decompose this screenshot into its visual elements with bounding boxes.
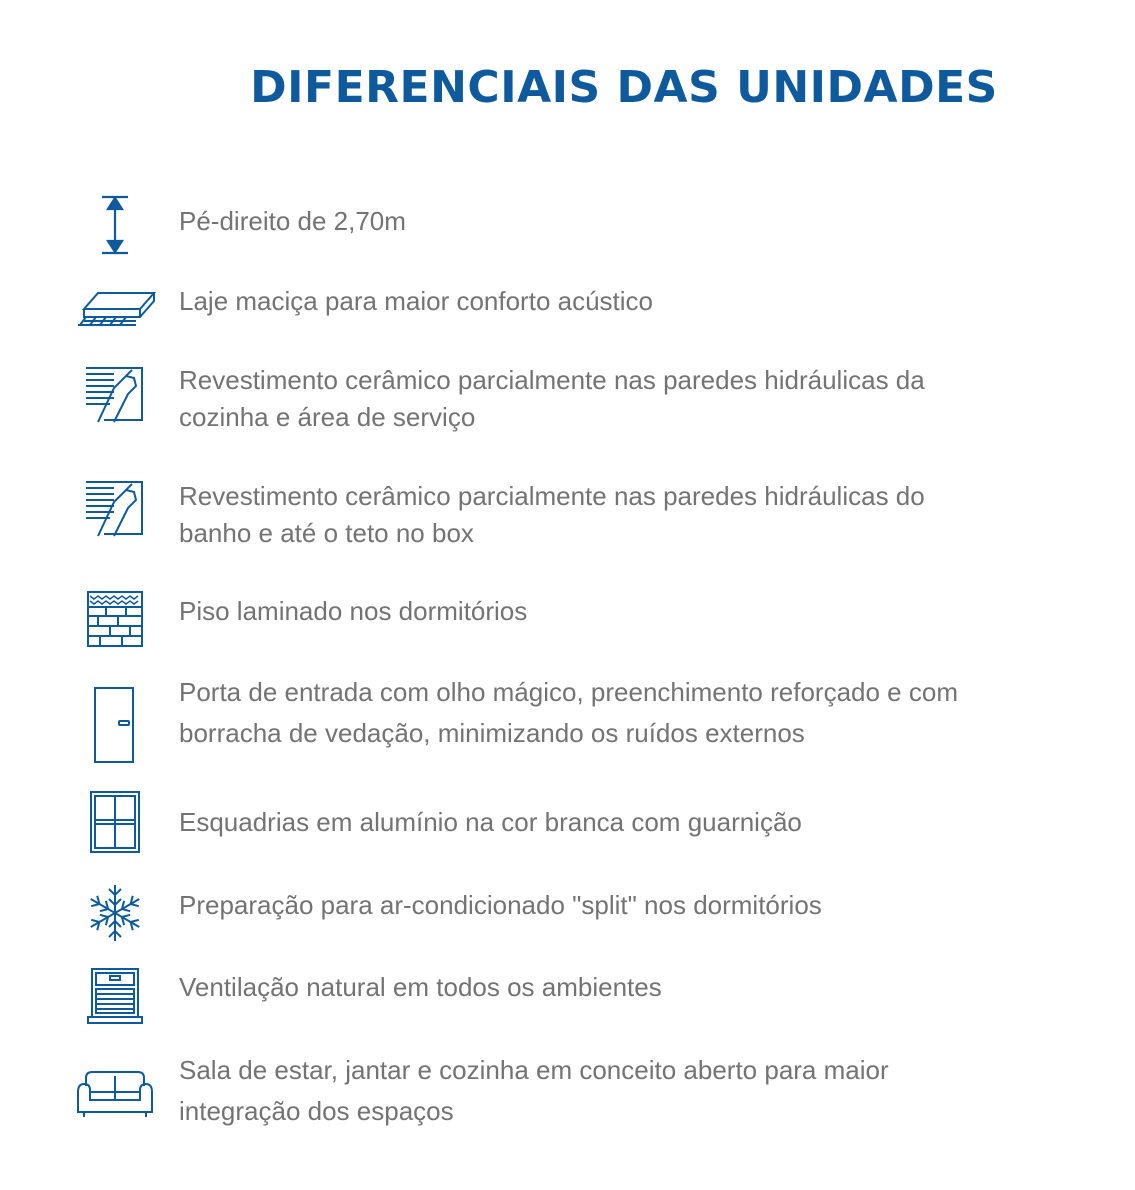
- wall-tiling-icon: [84, 364, 144, 424]
- ceiling-height-icon: [100, 195, 130, 259]
- feature-text: Piso laminado nos dormitórios: [179, 596, 528, 626]
- ventilation-window-icon: [86, 967, 144, 1027]
- feature-text: Revestimento cerâmico parcialmente nas paredes hidráulicas do banho e até o teto no box: [179, 481, 925, 548]
- feature-text: Laje maciça para maior conforto acústico: [179, 286, 654, 316]
- wall-tiling-icon: [84, 478, 144, 538]
- feature-text: Esquadrias em alumínio na cor branca com guarnição: [179, 807, 802, 837]
- feature-text: Ventilação natural em todos os ambientes: [179, 972, 662, 1002]
- feature-text: Revestimento cerâmico parcialmente nas paredes hidráulicas da cozinha e área de serviço: [179, 365, 925, 432]
- feature-text: Preparação para ar-condicionado "split" nos dormitórios: [179, 890, 822, 920]
- snowflake-icon: [83, 881, 147, 945]
- page-title: DIFERENCIAIS DAS UNIDADES: [250, 62, 998, 113]
- door-icon: [93, 686, 135, 764]
- window-frame-icon: [89, 790, 141, 854]
- laminate-floor-icon: [86, 590, 144, 648]
- slab-icon: [76, 289, 156, 329]
- feature-text: Pé-direito de 2,70m: [179, 206, 406, 236]
- feature-text: Sala de estar, jantar e cozinha em conceito aberto para maior integração dos espaços: [179, 1055, 889, 1126]
- feature-text: Porta de entrada com olho mágico, preenchimento reforçado e com borracha de vedação, minimizando os ruídos externos: [179, 677, 958, 748]
- sofa-icon: [76, 1070, 154, 1120]
